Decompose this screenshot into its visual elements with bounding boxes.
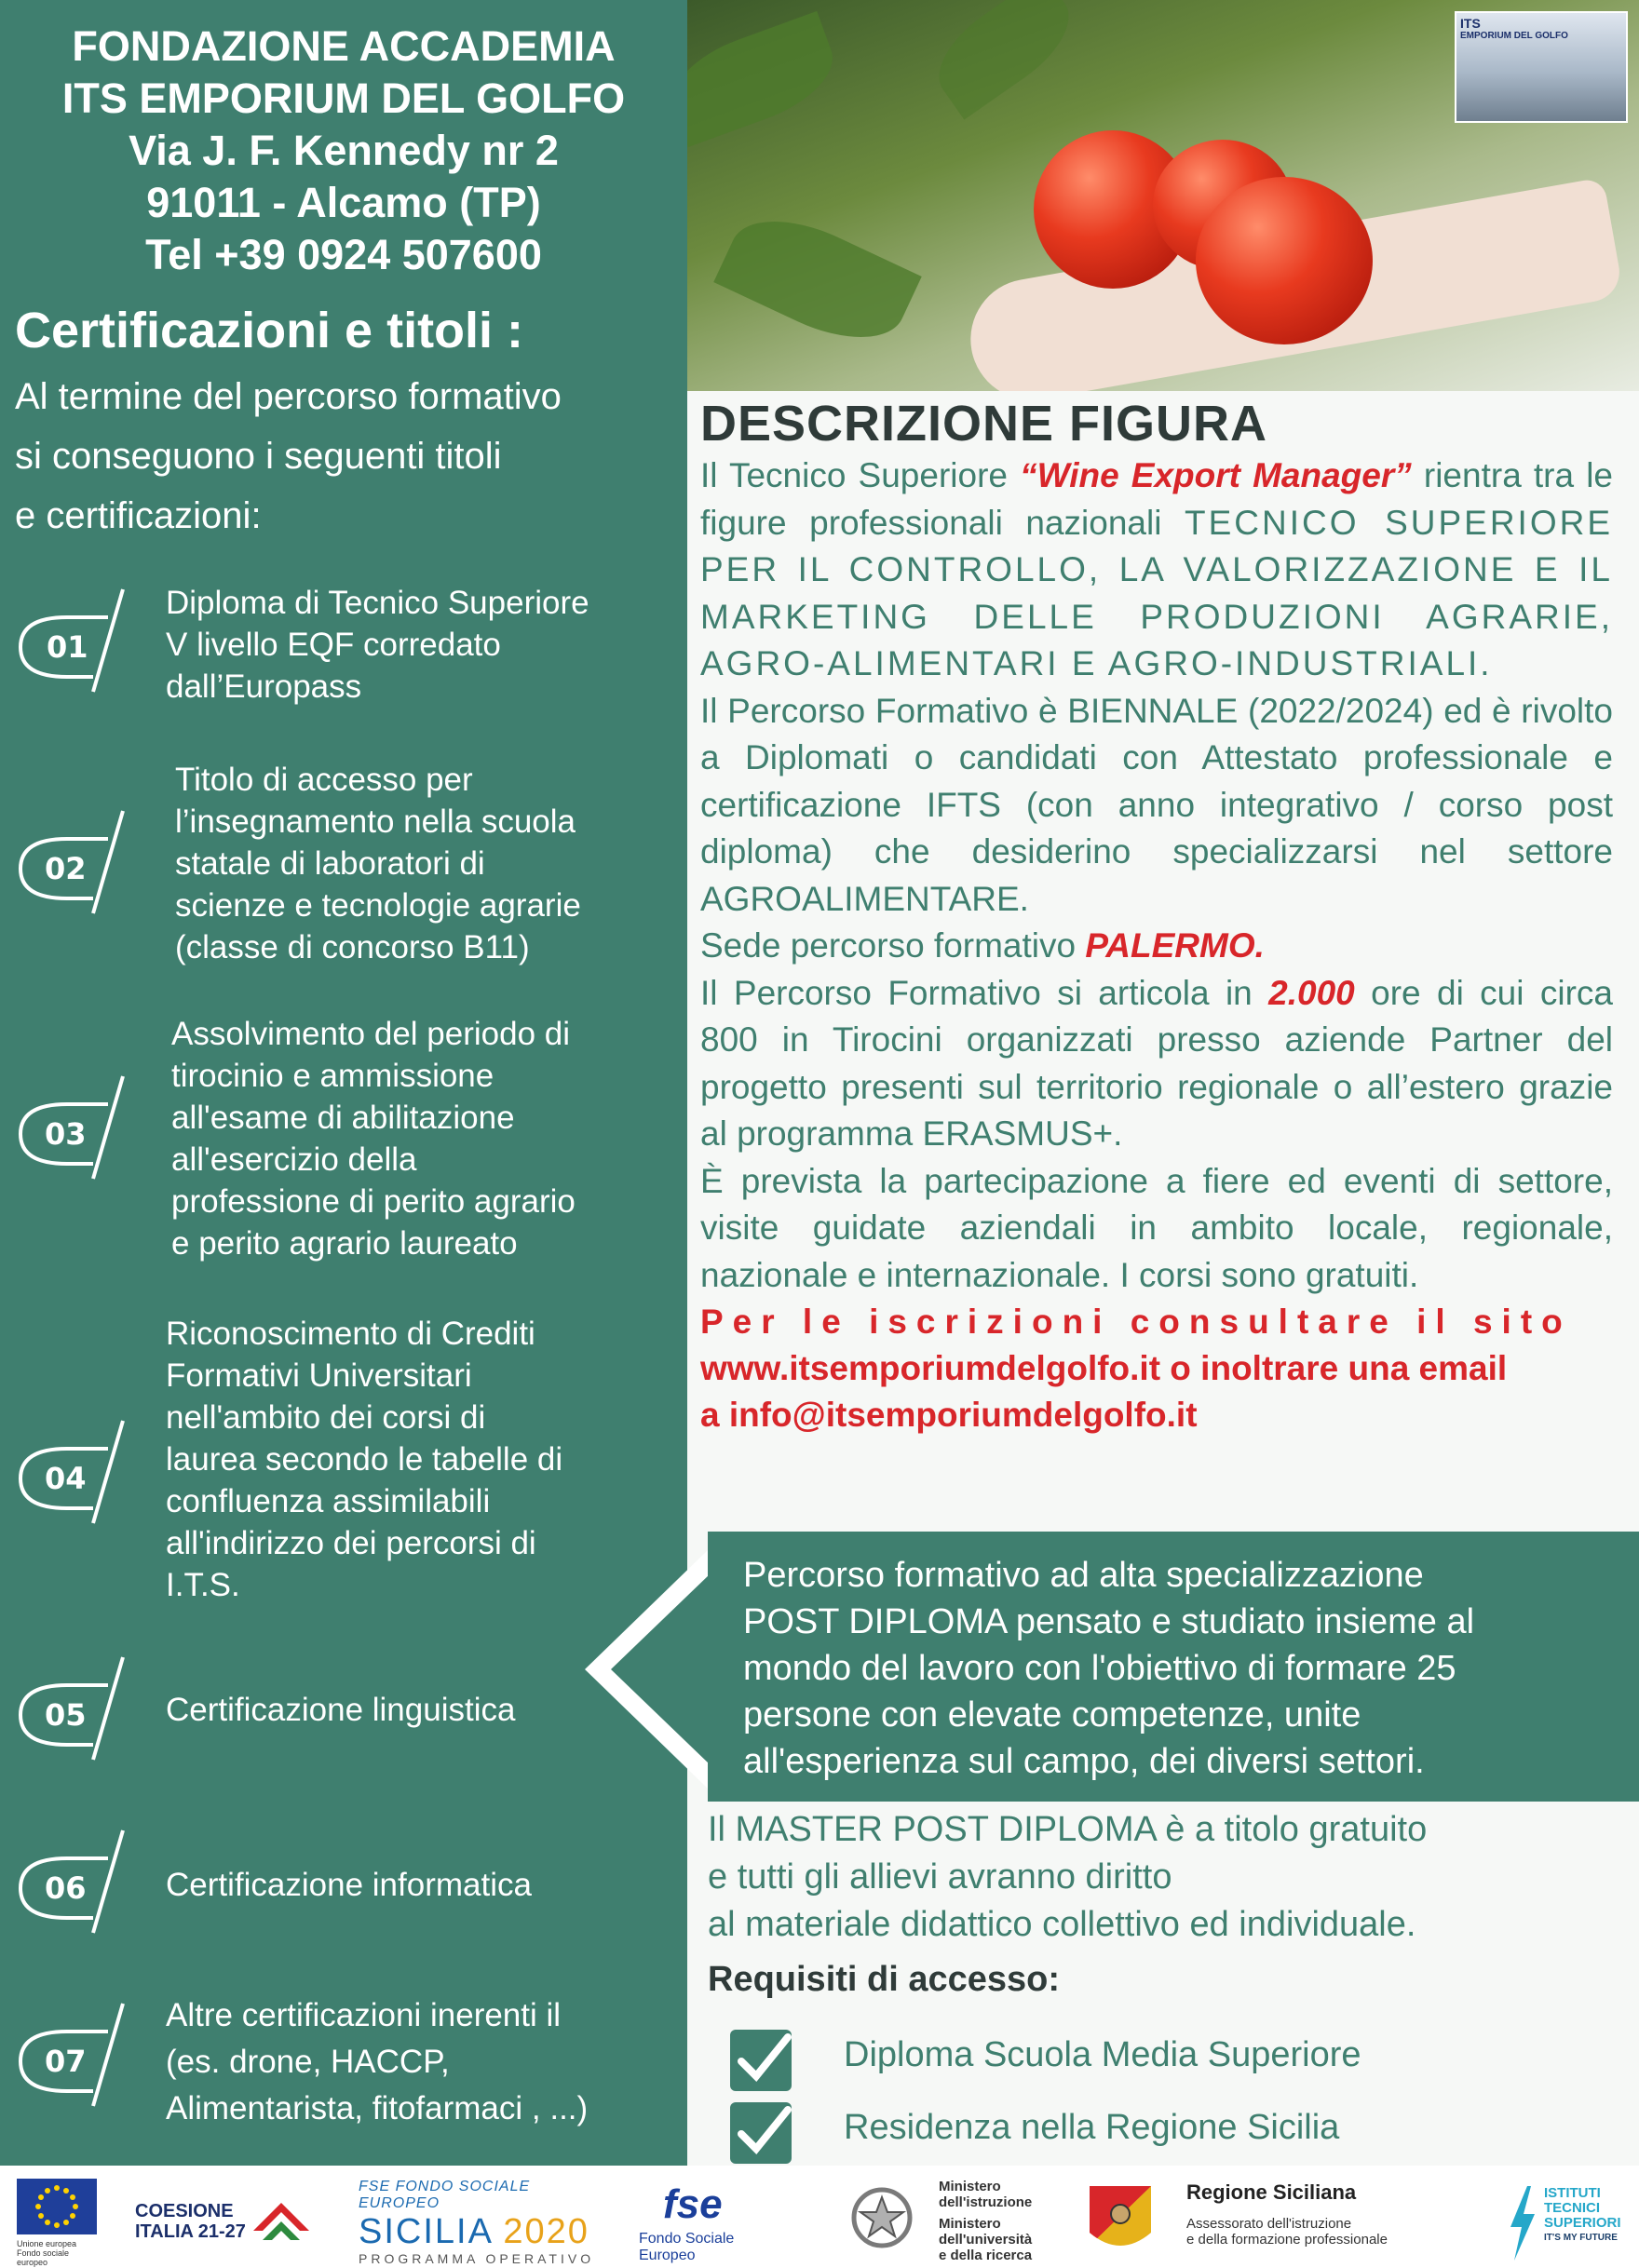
its-istituti-text: [1544, 2186, 1621, 2246]
text-line: Assolvimento del periodo di: [171, 1016, 571, 1052]
text-line: V livello EQF corredato: [166, 627, 501, 663]
requirement-text: Residenza nella Regione Sicilia: [844, 2108, 1340, 2147]
fse-logo: [639, 2179, 779, 2263]
text-line: all'esercizio della: [171, 1141, 417, 1178]
cert-item-text: [166, 1864, 678, 1906]
assessorato-text: [1186, 2216, 1388, 2248]
cert-item-text: [171, 1013, 684, 1264]
text-line: (classe di concorso B11): [175, 929, 530, 965]
text-line: Riconoscimento di Crediti: [166, 1316, 535, 1352]
coesione-text: [135, 2201, 246, 2242]
text-line: dell'istruzione: [939, 2194, 1033, 2210]
leaf-shape: [713, 197, 922, 360]
intro-line: e certificazioni:: [15, 495, 262, 536]
sicilia-text: SICILIA: [359, 2212, 492, 2251]
intro-line: Al termine del percorso formativo: [15, 376, 562, 417]
regione-title: Regione Siciliana: [1186, 2180, 1357, 2204]
badge-02-icon: [13, 803, 143, 925]
box-line: mondo del lavoro con l'obiettivo di formare 25: [743, 1649, 1456, 1688]
institution-city: 91011 - Alcamo (TP): [146, 179, 541, 226]
text-line: Ministero: [939, 2216, 1001, 2232]
contact-website[interactable]: www.itsemporiumdelgolfo.it o inoltrare una email: [700, 1349, 1508, 1387]
text: Il Percorso Formativo si articola in: [700, 973, 1269, 1012]
logo-line: COESIONE: [135, 2201, 234, 2221]
text-line: Certificazione linguistica: [166, 1692, 516, 1728]
institution-address: Via J. F. Kennedy nr 2: [129, 127, 559, 174]
badge-07-icon: [13, 1996, 143, 2117]
leaf-shape: [922, 0, 1087, 120]
requirement-item: [730, 2102, 1568, 2167]
description-p4: [700, 970, 1613, 1158]
city: PALERMO.: [1085, 926, 1265, 965]
badge-number: 05: [45, 1697, 87, 1733]
text: Il Tecnico Superiore: [700, 456, 1021, 494]
fse-caption: Fondo Sociale Europeo: [639, 2231, 735, 2263]
box-line: Percorso formativo ad alta specializzazione: [743, 1556, 1424, 1595]
text: ore di cui circa 800 in Tirocini organizzati presso aziende Partner del progetto presenti sul territorio regionale o all’estero grazie al programma ERASMUS+.: [700, 973, 1613, 1153]
description-p1: [700, 452, 1613, 688]
badge-number: 04: [45, 1461, 87, 1496]
arrow-fill-shape: [611, 1573, 711, 1766]
coesione-mark-icon: [249, 2194, 314, 2249]
eu-flag-icon: [17, 2179, 97, 2234]
text-line: dell'università: [939, 2232, 1033, 2248]
logo-line: EMPORIUM DEL GOLFO: [1460, 31, 1568, 41]
badge-04-icon: [13, 1413, 143, 1534]
badge-03-icon: [13, 1069, 143, 1190]
text-line: Diploma di Tecnico Superiore: [166, 585, 589, 621]
coesione-logo: [135, 2194, 321, 2268]
profile-caps: TECNICO SUPERIORE PER IL CONTROLLO, LA VALORIZZAZIONE E IL MARKETING DELLE PRODUZIONI AGRARIE, AGRO-ALIMENTARI E AGRO-INDUSTRIALI.: [700, 503, 1614, 682]
tomato-shape: [1196, 177, 1373, 344]
ministero-text: [939, 2179, 1032, 2263]
eu-caption: [17, 2239, 101, 2267]
cert-item-text: [166, 582, 678, 708]
badge-number: 01: [47, 629, 88, 665]
requirements-title: Requisiti di accesso:: [708, 1960, 1061, 1999]
institution-name-2: ITS EMPORIUM DEL GOLFO: [61, 74, 626, 122]
description-p2: Il Percorso Formativo è BIENNALE (2022/2024) ed è rivolto a Diplomati o candidati con Attestato professionale e certificazione IFTS (con anno integrativo / corso post diploma) che desiderino specializzarsi nel settore AGROALIMENTARE.: [700, 691, 1613, 918]
lightning-icon: [1507, 2186, 1538, 2261]
text-line: Assessorato dell'istruzione: [1186, 2216, 1352, 2232]
role-name: “Wine Export Manager”: [1020, 456, 1412, 494]
text-line: tirocinio e ammissione: [171, 1058, 494, 1094]
master-line: e tutti gli allievi avranno diritto: [708, 1857, 1172, 1897]
certifications-title: Certificazioni e titoli :: [15, 303, 524, 358]
trinacria-shield-icon: [1090, 2186, 1151, 2259]
text-line: nell'ambito dei corsi di: [166, 1399, 486, 1436]
text-line: (es. drone, HACCP,: [166, 2044, 450, 2080]
badge-05-icon: [13, 1650, 143, 1771]
master-line: al materiale didattico collettivo ed individuale.: [708, 1905, 1416, 1944]
text-line: IT'S MY FUTURE: [1544, 2233, 1618, 2243]
text-line: statale di laboratori di: [175, 845, 485, 882]
text-line: Alimentarista, fitofarmaci , ...): [166, 2090, 589, 2126]
logo-line: ITALIA 21-27: [135, 2221, 246, 2242]
po-text: PROGRAMMA OPERATIVO: [359, 2251, 595, 2266]
master-line: Il MASTER POST DIPLOMA è a titolo gratuito: [708, 1810, 1428, 1849]
text-line: professione di perito agrario: [171, 1183, 576, 1220]
text-line: laurea secondo le tabelle di: [166, 1441, 563, 1478]
left-panel: [0, 0, 687, 2166]
text-line: scienze e tecnologie agrarie: [175, 887, 581, 924]
institution-phone: Tel +39 0924 507600: [145, 231, 542, 278]
badge-number: 03: [45, 1116, 87, 1152]
text-line: Altre certificazioni inerenti il: [166, 1997, 562, 2033]
text-line: e perito agrario laureato: [171, 1225, 518, 1262]
text-line: e della ricerca: [939, 2248, 1033, 2263]
check-icon: [730, 2102, 792, 2164]
its-istituti-logo: [1507, 2179, 1628, 2259]
contact-email[interactable]: a info@itsemporiumdelgolfo.it: [700, 1396, 1198, 1434]
eu-logo: [17, 2179, 101, 2267]
footer-logos: [0, 2166, 1639, 2268]
text: rientra tra le figure professionali nazionali: [700, 456, 1613, 542]
text-line: all'esame di abilitazione: [171, 1100, 515, 1136]
emblem-icon: [849, 2182, 914, 2253]
institution-header: [0, 0, 687, 281]
its-logo: [1455, 11, 1628, 123]
text-line: confluenza assimilabili: [166, 1483, 491, 1519]
fse-mark-icon: fse: [663, 2181, 723, 2227]
its-logo-text: [1460, 17, 1568, 43]
text-line: Formativi Universitari: [166, 1357, 472, 1394]
institution-name-1: FONDAZIONE ACCADEMIA: [72, 22, 616, 70]
badge-01-icon: [13, 582, 143, 703]
description-title: DESCRIZIONE FIGURA: [700, 396, 1268, 452]
text-line: ISTITUTI: [1544, 2185, 1601, 2201]
intro-line: si conseguono i seguenti titoli: [15, 436, 502, 477]
hours: 2.000: [1268, 973, 1355, 1012]
highlight-box: [708, 1532, 1639, 1802]
hero-image-tomatoes: [687, 0, 1639, 391]
check-icon: [730, 2030, 792, 2091]
contact-line-1: Per le iscrizioni consultare il sito: [700, 1303, 1572, 1341]
leaf-shape: [687, 11, 846, 147]
box-line: persone con elevate competenze, unite: [743, 1695, 1361, 1735]
cert-item-text: [175, 759, 687, 968]
text-line: Titolo di accesso per: [175, 762, 473, 798]
text-line: e della formazione professionale: [1186, 2232, 1388, 2248]
sicilia-year: 2020: [503, 2212, 589, 2251]
fse-title: FSE FONDO SOCIALE EUROPEO: [359, 2179, 531, 2211]
ministero-logo: [849, 2179, 1063, 2263]
text-line: Ministero: [939, 2179, 1001, 2194]
cert-item-text: [166, 1992, 678, 2132]
badge-number: 06: [45, 1870, 87, 1906]
logo-line: ITS: [1460, 16, 1481, 31]
badge-number: 02: [45, 851, 87, 886]
text-line: dall’Europass: [166, 668, 362, 705]
fse-sicilia-logo: [359, 2179, 610, 2266]
description-section: [700, 395, 1613, 1438]
text: Sede percorso formativo: [700, 926, 1086, 965]
badge-06-icon: [13, 1823, 143, 1944]
caption-line: Unione europea: [17, 2239, 77, 2248]
regione-logo: [1090, 2179, 1471, 2259]
description-p3: [700, 923, 1613, 970]
box-line: POST DIPLOMA pensato e studiato insieme al: [743, 1602, 1475, 1641]
requirement-text: Diploma Scuola Media Superiore: [844, 2035, 1361, 2074]
master-info: [708, 1806, 1639, 1949]
box-line: all'esperienza sul campo, dei diversi settori.: [743, 1742, 1425, 1781]
text-line: I.T.S.: [166, 1567, 240, 1603]
text-line: l’insegnamento nella scuola: [175, 803, 576, 840]
text-line: all'indirizzo dei percorsi di: [166, 1525, 536, 1561]
text-line: Certificazione informatica: [166, 1867, 532, 1903]
caption-line: Fondo sociale europeo: [17, 2248, 70, 2267]
description-p5: È prevista la partecipazione a fiere ed eventi di settore, visite guidate aziendali in ambito locale, regionale, nazionale e internazionale. I corsi sono gratuiti.: [700, 1161, 1613, 1294]
text-line: TECNICI: [1544, 2200, 1600, 2216]
certifications-intro: [15, 367, 667, 546]
badge-number: 07: [45, 2044, 87, 2079]
requirement-item: [730, 2030, 1568, 2095]
text-line: SUPERIORI: [1544, 2215, 1621, 2231]
sicilia-wordmark: [359, 2212, 610, 2251]
